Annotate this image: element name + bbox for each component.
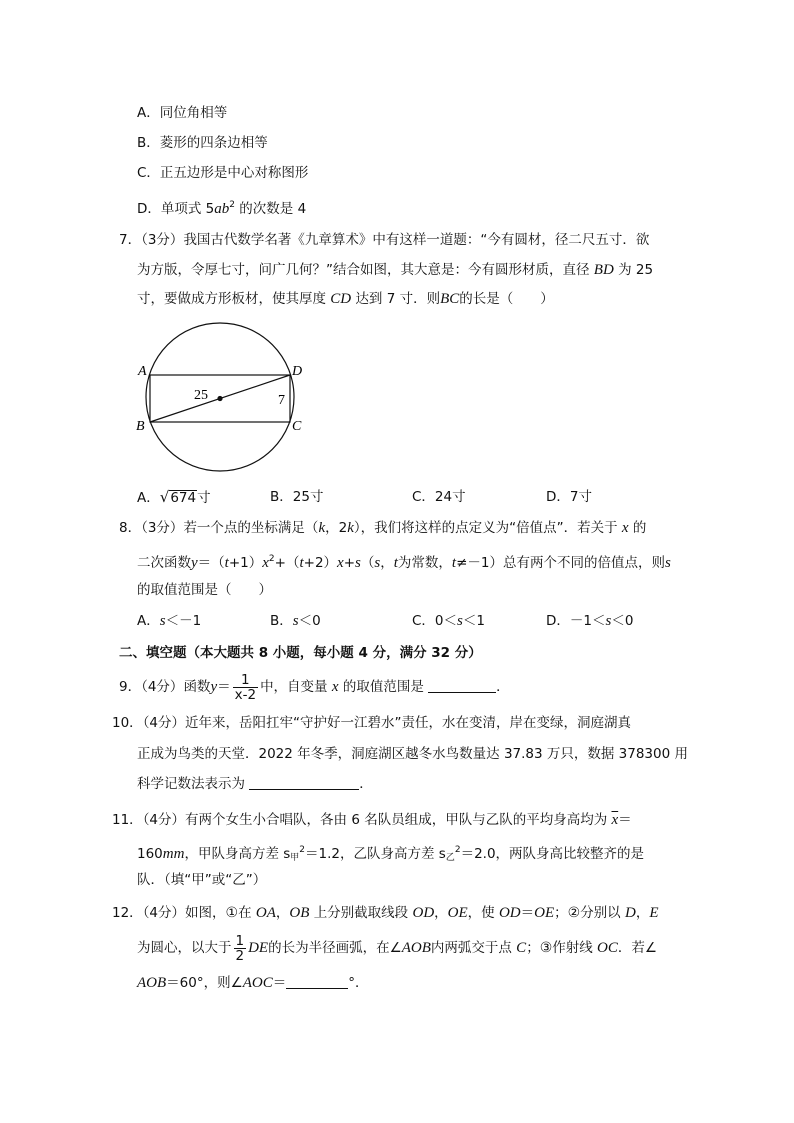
q10-answer-blank[interactable] [249,775,359,790]
q7-circle-figure [130,322,320,472]
q8-option-a: A．s＜－1 [137,613,202,629]
section-title-fill-in: 二、填空题（本大题共 8 小题，每小题 4 分，满分 32 分） [119,645,482,661]
q7-line-3: 寸，要做成方形板材，使其厚度 CD 达到 7 寸．则BC的长是（ ） [137,291,554,307]
label-c: C [292,419,302,434]
q8-option-d: D．－1＜s＜0 [546,613,634,629]
label-a: A [138,364,147,379]
center-dot [217,396,222,401]
q12-answer-blank[interactable] [286,974,348,989]
q11-line-1: 11．（4分）有两个女生小合唱队，各由 6 名队员组成，甲队与乙队的平均身高均为 $\overline{x}=$ [112,812,632,828]
q8-line-3: 的取值范围是（ ） [137,582,272,598]
q12-line-1: 12．（4分）如图，①在 OA，OB 上分别截取线段 OD，OE，使 OD＝OE；②分别以 D，E [112,905,659,921]
q9-fraction: $\frac{1}{x-2}$ [234,671,257,703]
q11-line-3: 队．（填“甲”或“乙”） [137,872,267,888]
q6-option-c: C．正五边形是中心对称图形 [137,165,309,181]
q6-option-a: A．同位角相等 [137,105,228,121]
label-side-7: 7 [278,393,285,408]
q12-line-3: AOB＝60°，则∠AOC＝ °． [137,975,369,991]
q8-line-2: 二次函数$y=(t+1)x^2+(t+2)x+s(s$，t为常数，t≠－1）总有两个不同的倍值点，则s [137,554,671,571]
q7-option-d: D．7寸 [546,489,592,505]
q8-option-c: C．0＜s＜1 [412,613,485,629]
q8-option-b: B．s＜0 [270,613,321,629]
q10-line-1: 10．（4分）近年来，岳阳扛牢“守护好一江碧水”责任，水在变清，岸在变绿，洞庭湖真 [112,715,632,731]
q9-line: 9．（4分）函数y＝ $\frac{1}{x-2}$ 中，自变量 x 的取值范围是 ． [119,671,510,703]
q12-line-2: 为圆心，以大于 $\frac{1}{2}$ DE的长为半径画弧，在∠AOB内两弧交于点 C；③作射线 OC．若∠ [137,932,657,964]
q7-line-1: 7．（3分）我国古代数学名著《九章算术》中有这样一道题：“今有圆材，径二尺五寸．欲 [119,232,650,248]
q7-option-b: B．25寸 [270,489,324,505]
q7-line-2: 为方版，令厚七寸，问广几何？”结合如图，其大意是：今有圆形材质，直径 BD 为 25 [137,262,654,278]
q10-line-3: 科学记数法表示为 ． [137,776,373,792]
label-b: B [136,419,145,434]
q11-line-2: 160mm，甲队身高方差 $s_甲^2=1.2$，乙队身高方差 $s_乙^2=2.0$，两队身高比较整齐的是 [137,845,645,863]
label-diagonal-25: 25 [194,388,208,403]
q6-option-b: B．菱形的四条边相等 [137,135,268,151]
q7-option-a: A．√674寸 [137,488,211,506]
label-d: D [292,364,303,379]
q10-line-2: 正成为鸟类的天堂．2022 年冬季，洞庭湖区越冬水鸟数量达 37.83 万只，数据 378300 用 [137,746,688,762]
q6-option-d: D．单项式 $5ab^2$ 的次数是 4 [137,200,307,217]
q9-answer-blank[interactable] [428,678,496,693]
q12-fraction: $\frac{1}{2}$ [235,932,245,964]
q8-line-1: 8．（3分）若一个点的坐标满足（k，2k），我们将这样的点定义为“倍值点”．若关于 x 的 [119,520,647,536]
q7-option-c: C．24寸 [412,489,466,505]
